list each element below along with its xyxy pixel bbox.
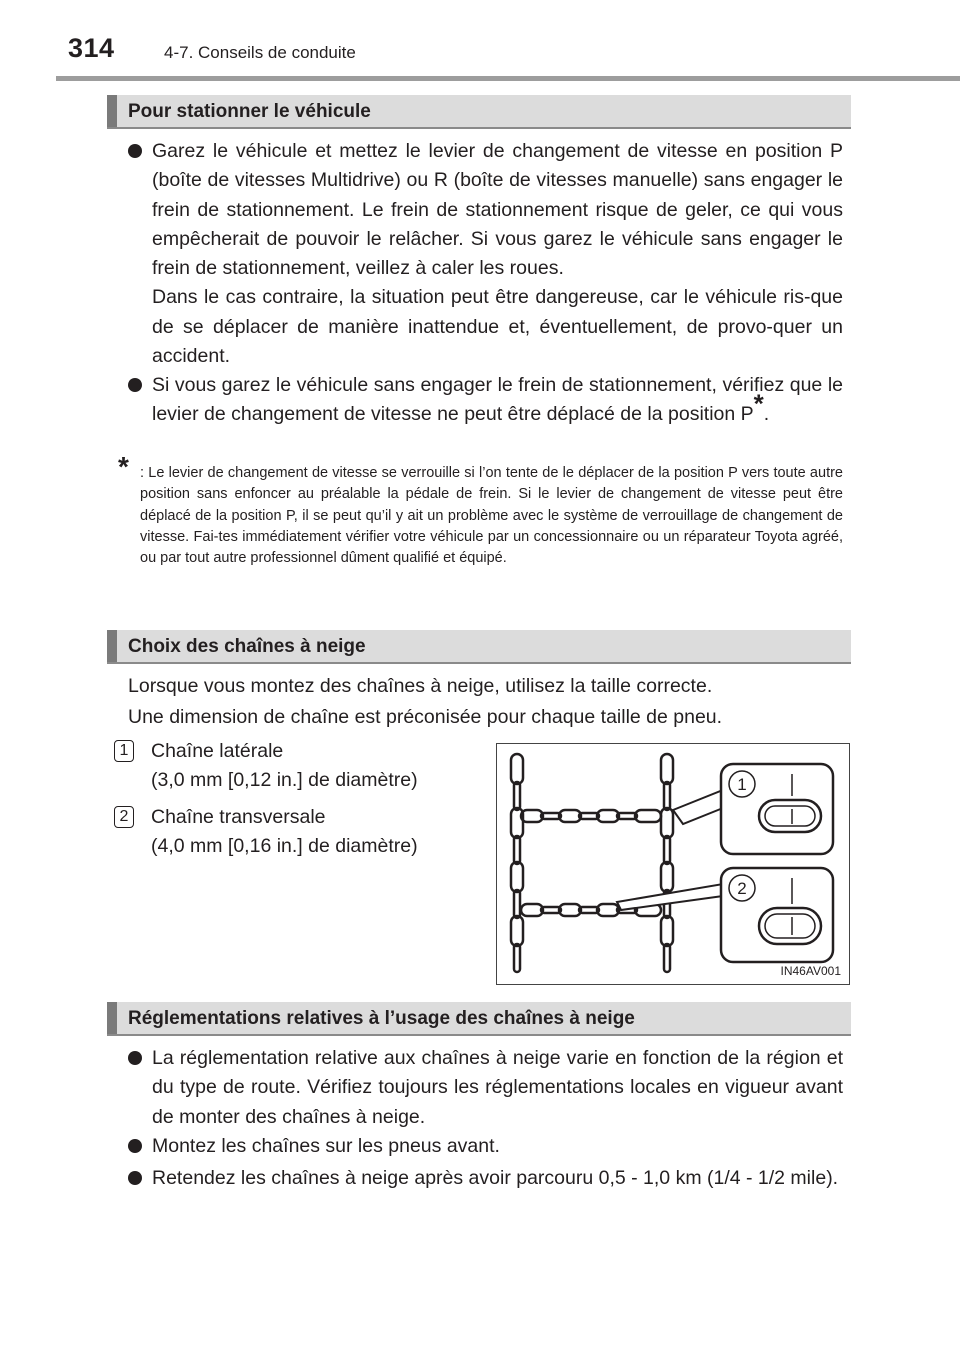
bullet-text: La réglementation relative aux chaînes à neige varie en fonction de la région et du type de route. Vérifiez toujours les réglementations locales en vigueur avant de monter des chaînes à neige. <box>152 1047 843 1128</box>
bullet-parking-1 <box>128 137 843 371</box>
callout-2-label: 2 <box>737 879 747 898</box>
chains-intro-2: Une dimension de chaîne est préconisée pour chaque taille de pneu. <box>128 706 723 728</box>
callout-2 <box>729 875 755 901</box>
snow-chain-diagram <box>497 744 848 983</box>
bullet-dot-icon <box>128 1139 142 1153</box>
header-rule <box>56 76 960 81</box>
callout-number: 2 <box>114 806 134 828</box>
chapter-title: 4-7. Conseils de conduite <box>164 43 356 62</box>
footnote-star: * <box>118 451 129 482</box>
footnote-marker: * <box>753 388 764 419</box>
bullet-regulations-2 <box>128 1132 843 1161</box>
bullet-dot-icon <box>128 144 142 158</box>
bullet-text: Garez le véhicule et mettez le levier de changement de vitesse en position P (boîte de vitesses Multidrive) ou R (boîte de vitesses manuelle) sans engager le frein de stationnement. Le frein de stationnement risque de geler, ce qui vous empêcherait de pouvoir le relâcher. Si vous garez le véhicule sans engager le frein de stationnement, veillez à caler les roues. <box>152 140 843 280</box>
bullet-text: Retendez les chaînes à neige après avoir parcouru 0,5 - 1,0 km (1/4 - 1/2 mile). <box>152 1167 839 1189</box>
bullet-dot-icon <box>128 378 142 392</box>
chains-intro-1: Lorsque vous montez des chaînes à neige, utilisez la taille correcte. <box>128 675 713 697</box>
callout-1-label: 1 <box>737 775 747 794</box>
section-heading-regulations <box>107 1002 851 1036</box>
chain-item-title: Chaîne latérale <box>151 740 284 762</box>
section-heading-chains <box>107 630 851 664</box>
chain-item-title: Chaîne transversale <box>151 806 326 828</box>
figure-code: IN46AV001 <box>780 964 841 978</box>
section-title: Choix des chaînes à neige <box>128 636 366 657</box>
snow-chain-illustration <box>496 743 850 985</box>
footnote-text: : Le levier de changement de vitesse se verrouille si l’on tente de le déplacer de la position P vers toute autre position sans enfoncer au préalable la pédale de frein. Si le levier de changement de vitesse peut être déplacé de la position P, il se peut qu’il y ait un problème avec le système de verrouillage de changement de vitesse. Fai-tes immédiatement vérifier votre véhicule par un concessionnaire ou un réparateur Toyota agréé, ou par tout autre professionnel dûment qualifié et équipé. <box>140 465 843 567</box>
bullet-dot-icon <box>128 1051 142 1065</box>
bullet-dot-icon <box>128 1171 142 1185</box>
section-bar <box>107 1002 117 1034</box>
page-number: 314 <box>68 33 115 63</box>
section-heading-parking <box>107 95 851 129</box>
bullet-regulations-3 <box>128 1164 843 1193</box>
chain-item-1 <box>114 737 418 795</box>
bullet-parking-2 <box>128 371 843 430</box>
bullet-text-end: . <box>763 403 770 426</box>
bullet-text: Dans le cas contraire, la situation peut être dangereuse, car le véhicule ris-que de se déplacer de manière inattendue et, éventuellement, de provo-quer un accident. <box>152 286 843 368</box>
bullet-text: Si vous garez le véhicule sans engager le frein de stationnement, vérifiez que le levier de changement de vitesse ne peut être déplacé de la position P <box>152 374 843 426</box>
callout-1 <box>729 771 755 797</box>
bullet-regulations-1 <box>128 1044 843 1132</box>
footnote <box>118 451 843 569</box>
bullet-text: Montez les chaînes sur les pneus avant. <box>152 1135 500 1157</box>
chain-item-detail: (3,0 mm [0,12 in.] de diamètre) <box>151 769 418 791</box>
chain-item-detail: (4,0 mm [0,16 in.] de diamètre) <box>151 835 418 857</box>
section-bar <box>107 630 117 662</box>
section-bar <box>107 95 117 127</box>
chain-item-2 <box>114 803 418 861</box>
section-title: Réglementations relatives à l’usage des chaînes à neige <box>128 1008 635 1029</box>
section-title: Pour stationner le véhicule <box>128 101 371 122</box>
callout-number: 1 <box>114 740 134 762</box>
